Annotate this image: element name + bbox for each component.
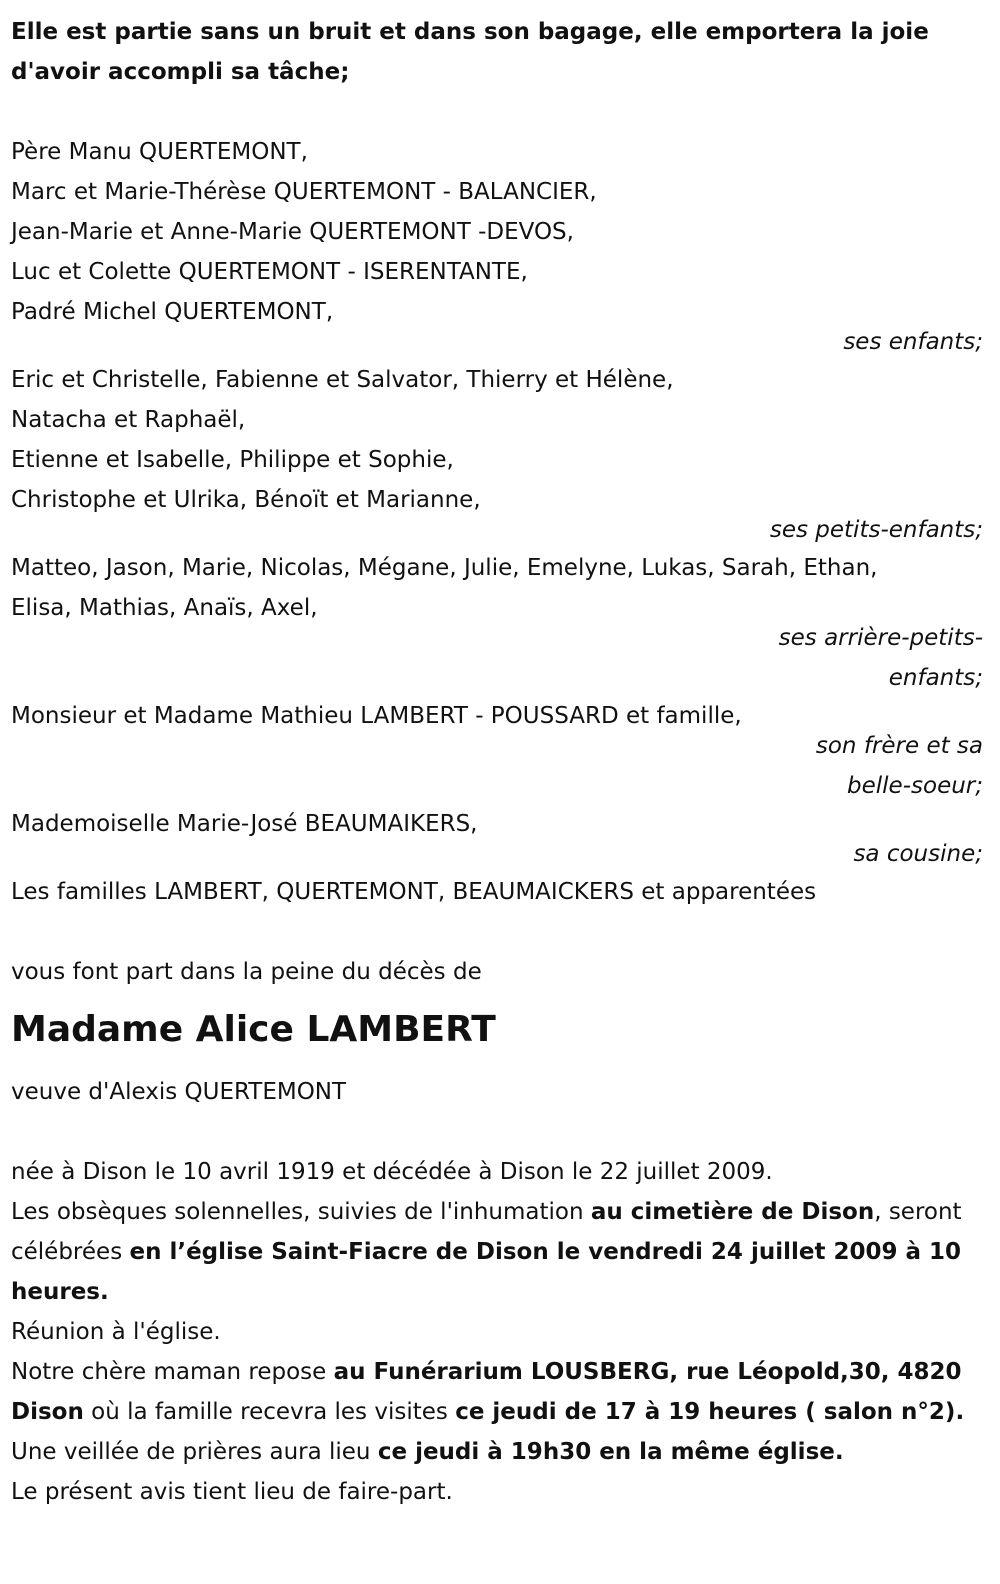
rest-text	[11, 1352, 983, 1432]
meeting-text: Réunion à l'église.	[11, 1319, 221, 1345]
rest-intro: Notre chère maman repose	[11, 1359, 334, 1385]
vigil-text	[11, 1432, 983, 1472]
details-block	[11, 1152, 983, 1512]
family-line: Mademoiselle Marie-José BEAUMAIKERS,	[11, 811, 478, 837]
funeral-text	[11, 1192, 983, 1312]
deceased-name: Madame Alice LAMBERT	[11, 1009, 496, 1050]
relation-label: sa cousine;	[853, 841, 983, 867]
widow-of-text: veuve d'Alexis QUERTEMONT	[11, 1079, 347, 1105]
relation-label: ses arrière-petits-enfants;	[778, 625, 983, 691]
rest-visit-time: ce jeudi de 17 à 19 heures ( salon n°2).	[455, 1399, 965, 1425]
family-line: Eric et Christelle, Fabienne et Salvator, Thierry et Hélène,	[11, 367, 674, 393]
vigil-time: ce jeudi à 19h30 en la même église.	[377, 1439, 844, 1465]
family-line: Natacha et Raphaël,	[11, 407, 246, 433]
grandchildren-group	[11, 360, 983, 550]
children-group	[11, 132, 983, 362]
family-line: Monsieur et Madame Mathieu LAMBERT - POUSSARD et famille,	[11, 703, 742, 729]
relation-label: ses enfants;	[843, 329, 983, 355]
relation-label: ses petits-enfants;	[769, 517, 983, 543]
family-line: Père Manu QUERTEMONT,	[11, 139, 308, 165]
funeral-church: en l’église Saint-Fiacre de Dison le vendredi 24 juillet 2009 à 10 heures.	[11, 1239, 962, 1305]
funeral-cemetery: au cimetière de Dison	[590, 1199, 875, 1225]
obituary-notice	[11, 12, 983, 1512]
family-line: Jean-Marie et Anne-Marie QUERTEMONT -DEVOS,	[11, 219, 574, 245]
families-line: Les familles LAMBERT, QUERTEMONT, BEAUMAICKERS et apparentées	[11, 879, 817, 905]
notice-text: Le présent avis tient lieu de faire-part.	[11, 1479, 453, 1505]
family-line: Elisa, Mathias, Anaïs, Axel,	[11, 595, 318, 621]
relation-label: son frère et sa belle-soeur;	[815, 733, 983, 799]
family-line: Padré Michel QUERTEMONT,	[11, 299, 334, 325]
great-grandchildren-group	[11, 548, 983, 698]
brother-group	[11, 696, 983, 806]
family-line: Matteo, Jason, Marie, Nicolas, Mégane, Julie, Emelyne, Lukas, Sarah, Ethan,	[11, 555, 878, 581]
rest-connector: où la famille recevra les visites	[83, 1399, 456, 1425]
intro-text: Elle est partie sans un bruit et dans son bagage, elle emportera la joie d'avoir accompli sa tâche;	[11, 19, 929, 85]
funeral-intro: Les obsèques solennelles, suivies de l'inhumation	[11, 1199, 591, 1225]
announcement-text: vous font part dans la peine du décès de	[11, 959, 482, 985]
family-line: Christophe et Ulrika, Bénoït et Marianne,	[11, 487, 481, 513]
funeral-connector: , seront célébrées	[11, 1199, 962, 1265]
family-line: Marc et Marie-Thérèse QUERTEMONT - BALANCIER,	[11, 179, 597, 205]
vigil-intro: Une veillée de prières aura lieu	[11, 1439, 378, 1465]
cousin-group	[11, 804, 983, 874]
spacer	[11, 912, 983, 952]
family-line: Etienne et Isabelle, Philippe et Sophie,	[11, 447, 454, 473]
birth-death-text: née à Dison le 10 avril 1919 et décédée à Dison le 22 juillet 2009.	[11, 1159, 773, 1185]
spacer	[11, 92, 983, 132]
spacer	[11, 1112, 983, 1152]
rest-place: au Funérarium LOUSBERG, rue Léopold,30, 4820 Dison	[11, 1359, 962, 1425]
family-line: Luc et Colette QUERTEMONT - ISERENTANTE,	[11, 259, 528, 285]
